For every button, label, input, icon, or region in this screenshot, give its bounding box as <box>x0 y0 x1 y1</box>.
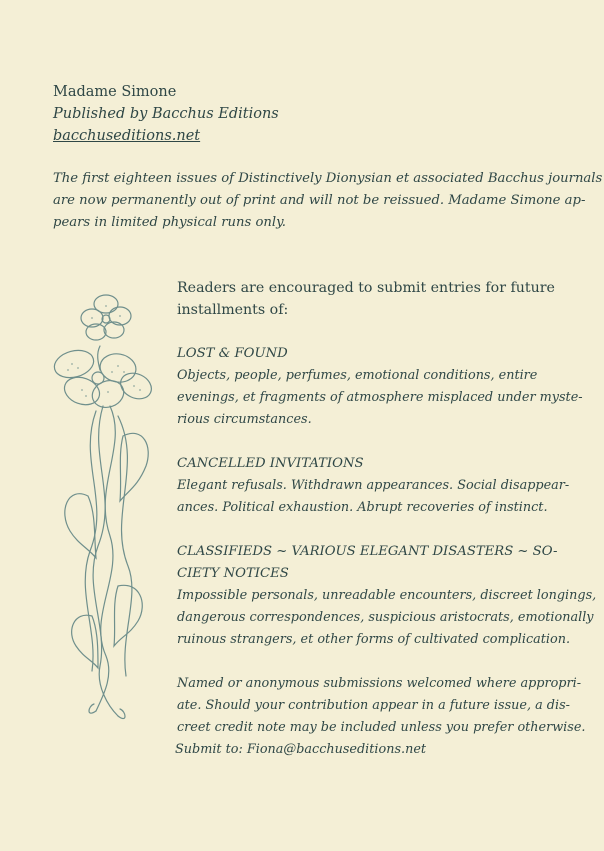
intro-paragraph <box>53 168 603 235</box>
section-title-line: CLASSIFIEDS ~ VARIOUS ELEGANT DISASTERS ~ SO- <box>177 544 558 559</box>
section-body-line: Impossible personals, unreadable encounters, discreet longings, <box>177 588 597 603</box>
closing-line: ate. Should your contribution appear in a future issue, a dis- <box>177 698 570 713</box>
section-body-line: evenings, et fragments of atmosphere misplaced under myste- <box>177 390 583 405</box>
section-lost-found <box>177 343 583 431</box>
website-link[interactable]: bacchuseditions.net <box>53 128 201 144</box>
top-flower-icon <box>81 295 131 340</box>
lead-paragraph <box>177 277 555 321</box>
intro-line: are now permanently out of print and will not be reissued. Madame Simone ap- <box>53 193 586 209</box>
section-cancelled-invitations <box>177 453 570 519</box>
lead-line: installments of: <box>177 302 289 318</box>
masthead <box>53 81 553 147</box>
publication-title: Madame Simone <box>53 84 177 100</box>
section-body <box>177 585 597 651</box>
section-body <box>177 475 570 519</box>
section-body-line: Objects, people, perfumes, emotional conditions, entire <box>177 368 538 383</box>
closing-line: Named or anonymous submissions welcomed where appropri- <box>177 676 582 691</box>
section-title-line: LOST & FOUND <box>177 346 288 361</box>
section-body-line: ruinous strangers, et other forms of cultivated complication. <box>177 632 571 647</box>
section-title-line: CIETY NOTICES <box>177 566 289 581</box>
intro-line: pears in limited physical runs only. <box>53 215 286 231</box>
section-body-line: ances. Political exhaustion. Abrupt recoveries of instinct. <box>177 500 548 515</box>
section-classifieds <box>177 541 597 651</box>
section-title <box>177 541 558 585</box>
section-title <box>177 453 547 475</box>
lead-line: Readers are encouraged to submit entries for future <box>177 280 555 296</box>
section-body <box>177 365 583 431</box>
large-flower-icon <box>51 346 155 412</box>
closing-line: creet credit note may be included unless you prefer otherwise. <box>177 720 586 735</box>
section-title-line: CANCELLED INVITATIONS <box>177 456 364 471</box>
submit-email-line[interactable]: Submit to: Fiona@bacchuseditions.net <box>175 742 427 757</box>
intro-line: The first eighteen issues of Distinctively Dionysian et associated Bacchus journals <box>53 171 603 186</box>
section-body-line: Elegant refusals. Withdrawn appearances. Social disappear- <box>177 478 570 493</box>
submission-call <box>175 277 597 761</box>
section-title <box>177 343 547 365</box>
closing-paragraph <box>175 673 586 761</box>
section-body-line: rious circumstances. <box>177 412 312 427</box>
section-body-line: dangerous correspondences, suspicious aristocrats, emotionally <box>177 610 594 625</box>
floral-vine-illustration <box>48 286 168 726</box>
publisher-line: Published by Bacchus Editions <box>53 106 279 122</box>
